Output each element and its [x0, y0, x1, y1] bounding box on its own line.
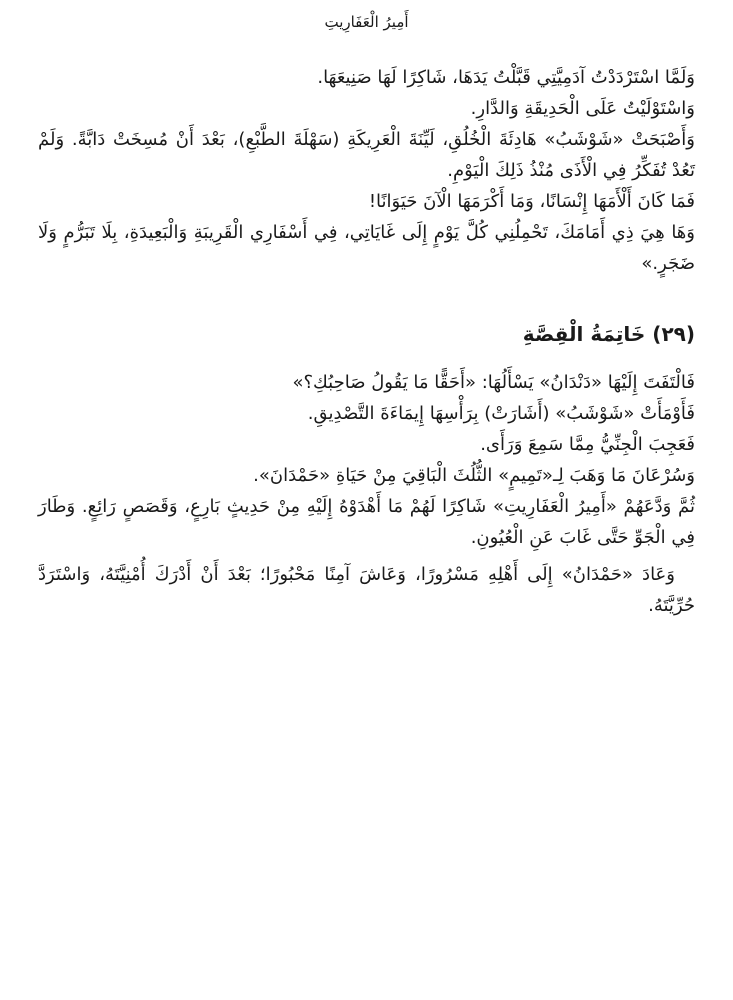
paragraph: فَعَجِبَ الْجِنِّيُّ مِمَّا سَمِعَ وَرَأَى.: [480, 434, 695, 455]
section-heading: (٢٩) خَاتِمَةُ الْقِصَّةِ: [522, 322, 695, 346]
paragraph: وَسُرْعَانَ مَا وَهَبَ لِـ«تَمِيمٍ» الثُّلُثَ الْبَاقِيَ مِنْ حَيَاةِ «حَمْدَانَ».: [253, 465, 695, 486]
text-block-top: [38, 62, 695, 279]
paragraph: وَلَمَّا اسْتَرْدَدْتُ آدَمِيَّتِي قَبَّلْتُ يَدَهَا، شَاكِرًا لَهَا صَنِيعَهَا.: [317, 67, 695, 88]
paragraph: ثُمَّ وَدَّعَهُمْ «أَمِيرُ الْعَفَارِيتِ» شَاكِرًا لَهُمْ مَا أَهْدَوْهُ إِلَيْهِ مِنْ حَدِيثٍ بَارِعٍ، وَقَصَصٍ رَائِعٍ. وَطَارَ فِي الْجَوِّ حَتَّى غَابَ عَنِ الْعُيُونِ.: [38, 496, 695, 548]
paragraph: وَهَا هِيَ ذِي أَمَامَكَ، تَحْمِلُنِي كُلَّ يَوْمٍ إِلَى غَايَاتِي، فِي أَسْفَارِي الْقَرِيبَةِ وَالْبَعِيدَةِ، بِلَا تَبَرُّمٍ وَلَا ضَجَرٍ.»: [38, 222, 695, 274]
paragraph: وَعَادَ «حَمْدَانُ» إِلَى أَهْلِهِ مَسْرُورًا، وَعَاشَ آمِنًا مَحْبُورًا؛ بَعْدَ أَنْ أَدْرَكَ أُمْنِيَّتَهُ، وَاسْتَرَدَّ حُرِّيَّتَهُ.: [38, 564, 695, 616]
paragraph: وَاسْتَوْلَيْتُ عَلَى الْحَدِيقَةِ وَالدَّارِ.: [470, 98, 695, 119]
paragraph: وَأَصْبَحَتْ «شَوْشَبُ» هَادِئَةَ الْخُلُقِ، لَيِّنَةَ الْعَرِيكَةِ (سَهْلَةَ الطَّبْعِ)، بَعْدَ أَنْ مُسِخَتْ دَابَّةً. وَلَمْ تَعُدْ تُفَكِّرُ فِي الْأَذَى مُنْذُ ذَلِكَ الْيَوْمِ.: [38, 129, 695, 181]
paragraph: فَأَوْمَأَتْ «شَوْشَبُ» (أَشَارَتْ) بِرَأْسِهَا إِيمَاءَةَ التَّصْدِيقِ.: [307, 403, 695, 424]
running-header: أَمِيرُ الْعَفَارِيتِ: [324, 13, 409, 31]
paragraph: فَالْتَفَتَ إِلَيْهَا «دَنْدَانُ» يَسْأَلُهَا: «أَحَقًّا مَا يَقُولُ صَاحِبُكِ؟»: [292, 372, 695, 393]
paragraph: فَمَا كَانَ أَلْأَمَهَا إِنْسَانًا، وَمَا أَكْرَمَهَا الْآنَ حَيَوَانًا!: [368, 191, 695, 212]
text-block-bottom: [38, 367, 695, 621]
